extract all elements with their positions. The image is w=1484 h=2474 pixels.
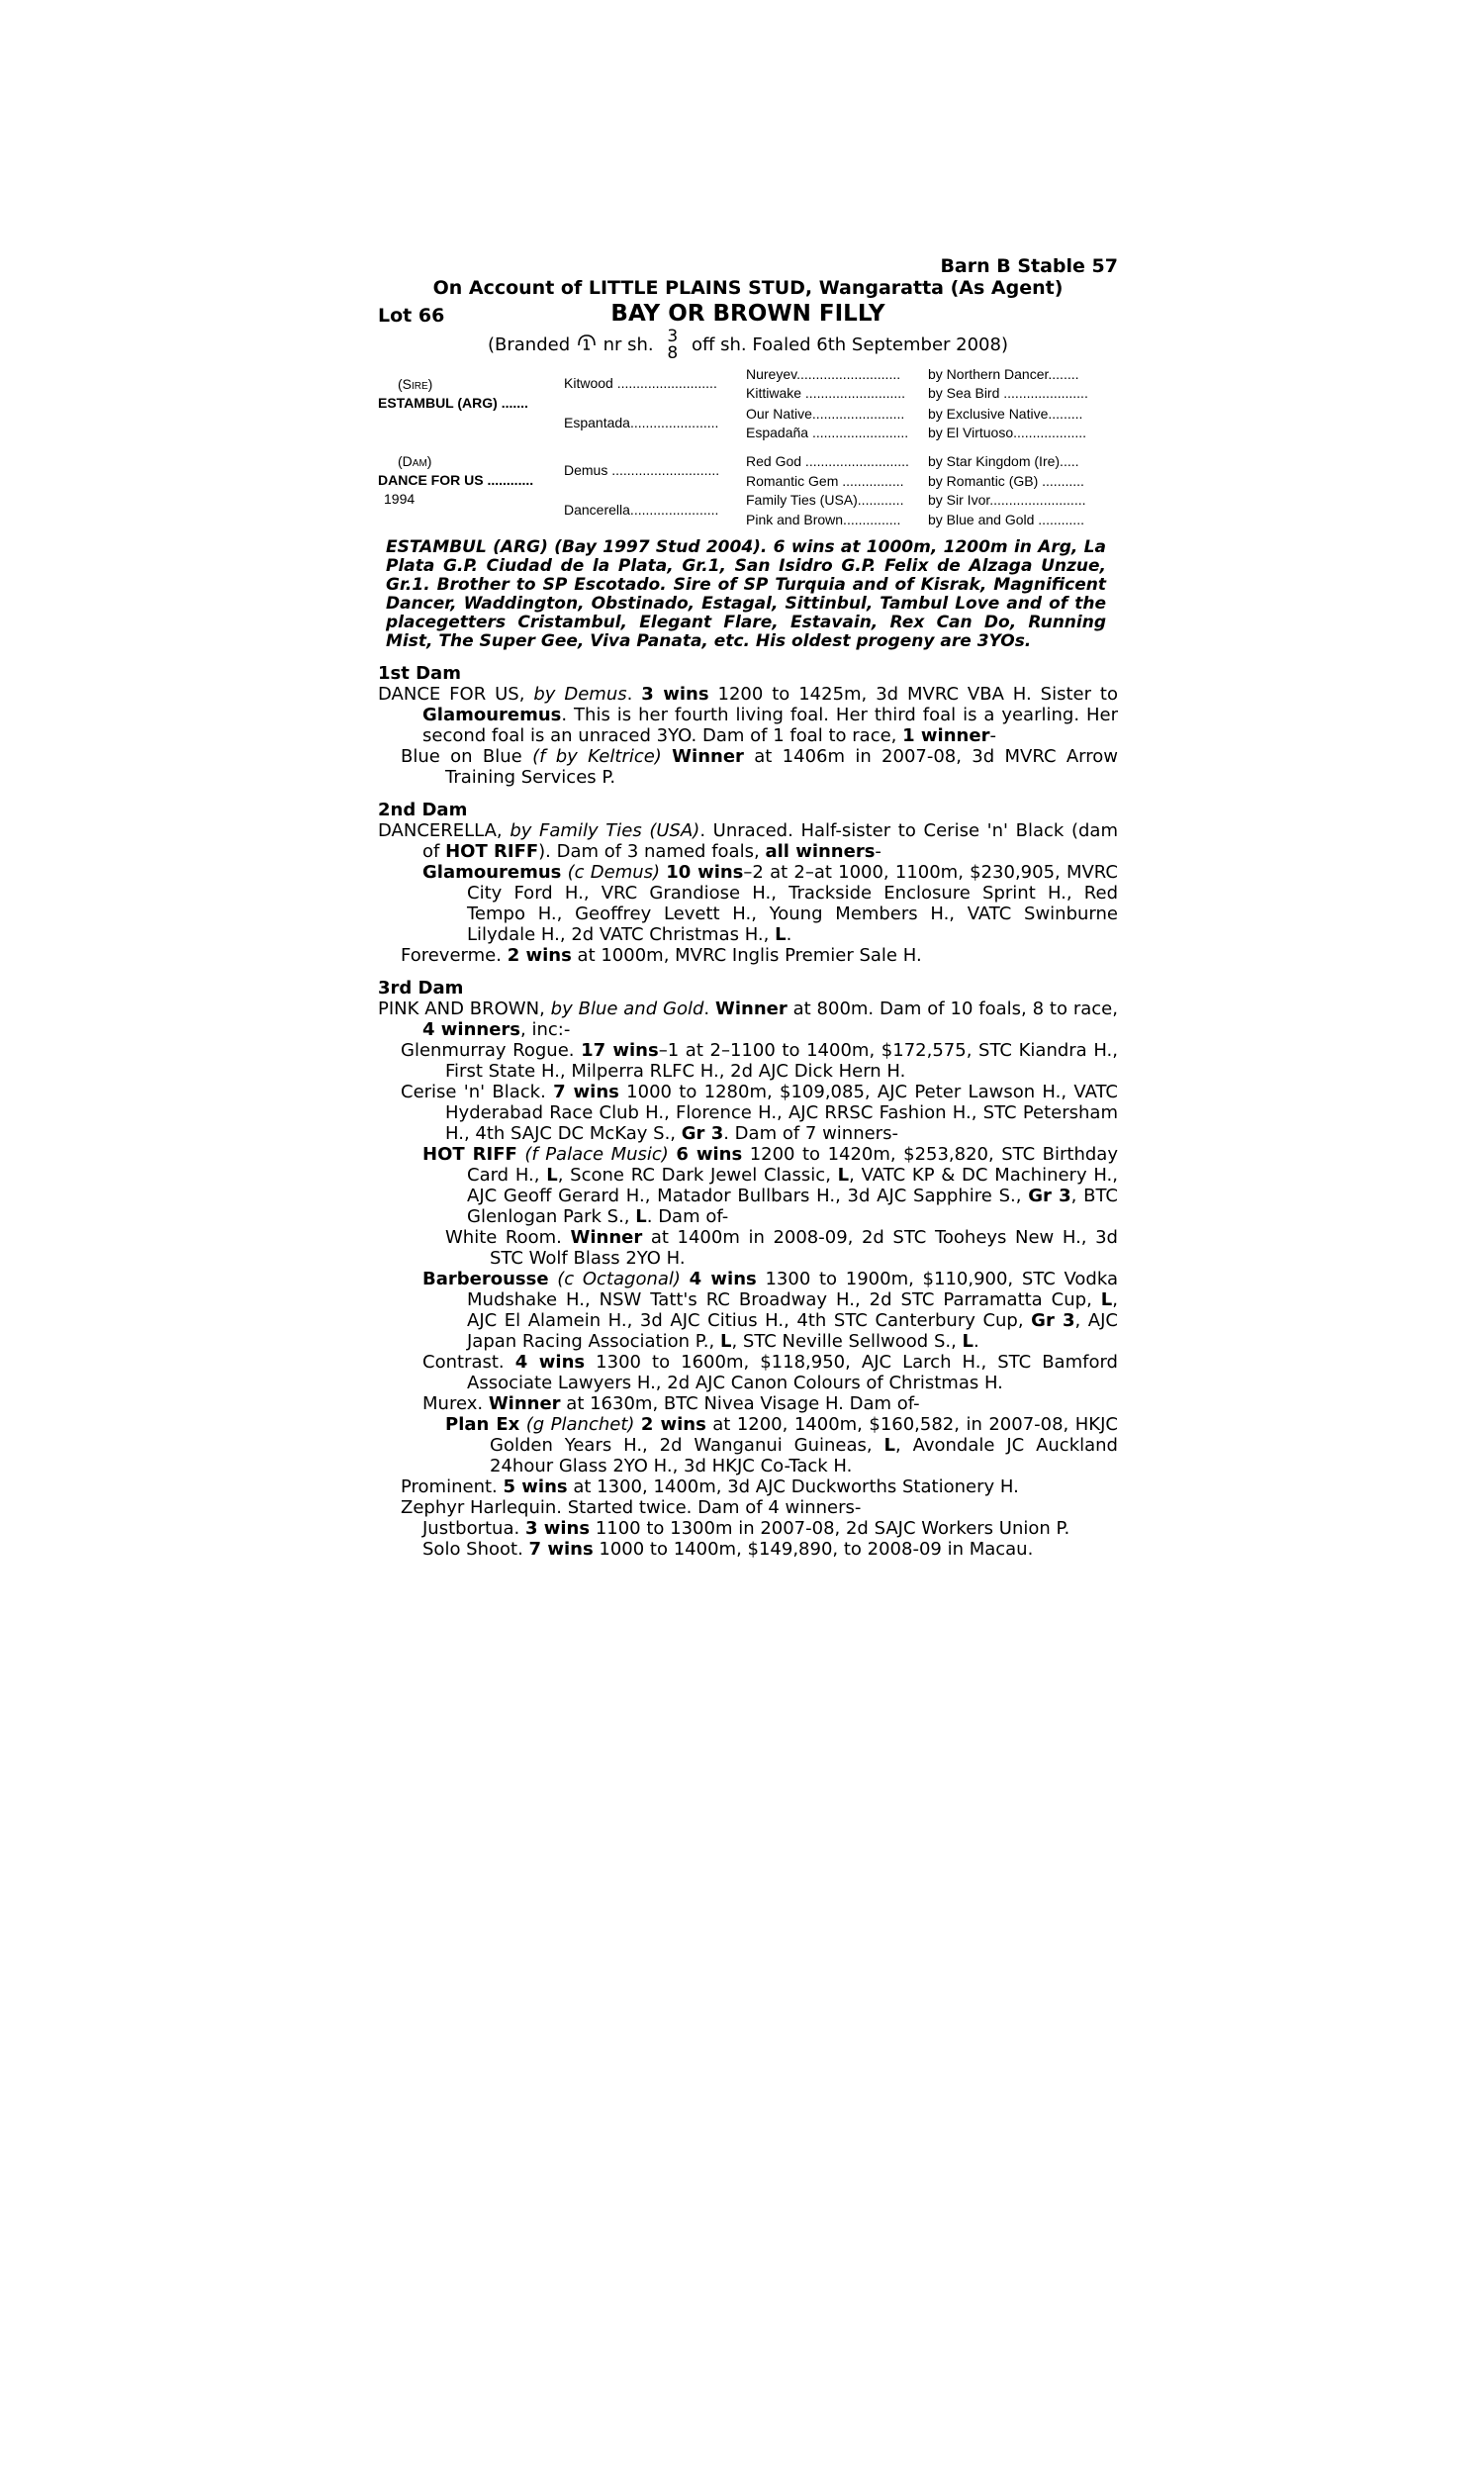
gg-4: Espadaña ......................... [746, 425, 909, 440]
text: Justbortua. [422, 1518, 520, 1539]
gg-3: Our Native........................ [746, 406, 905, 422]
text: , inc:- [520, 1019, 571, 1040]
text: 1000 to 1280m, $109,085, AJC Peter Lawson H., VATC Hyderabad Race Club H., Florence H., AJC RRSC Fashion H., STC Petersham H., 4th SAJC DC McKay S., [445, 1082, 1118, 1144]
catalogue-page [378, 255, 1118, 1560]
text: 6 wins [676, 1144, 743, 1165]
text: Solo Shoot. [422, 1539, 523, 1560]
dam-year: 1994 [384, 491, 416, 507]
brand-position: nr sh. [603, 334, 654, 355]
text: . Unraced. Half-sister to Cerise 'n' Black (dam of [422, 820, 1118, 862]
text: Glamouremus [422, 705, 562, 725]
text: 1200 to 1425m, 3d MVRC VBA H. Sister to [717, 684, 1118, 705]
text: PINK AND BROWN, [378, 999, 545, 1019]
text: 4 wins [689, 1269, 757, 1289]
dam-sire: Demus ............................ [564, 462, 720, 478]
text: L [546, 1165, 558, 1186]
text: . [974, 1331, 979, 1352]
gg-7: Family Ties (USA)............ [746, 492, 904, 508]
gg-1: Nureyev........................... [746, 366, 901, 382]
sire-sire: Kitwood .......................... [564, 375, 717, 391]
text: 17 wins [581, 1040, 659, 1061]
progeny-hot-riff [378, 1144, 1118, 1227]
progeny-cerise-n-black [378, 1082, 1118, 1144]
progeny-foreverme [378, 945, 1118, 966]
pedigree-table [378, 364, 1118, 530]
text: , Scone RC Dark Jewel Classic, [557, 1165, 831, 1186]
text: . Dam of- [646, 1206, 729, 1227]
text: 1000 to 1400m, $149,890, to 2008-09 in Macau. [599, 1539, 1034, 1560]
third-dam-paragraph [378, 999, 1118, 1040]
text: 5 wins [503, 1476, 568, 1497]
text: all winners [765, 841, 876, 862]
dam-name: DANCE FOR US ............ [378, 472, 534, 488]
vendor-account: On Account of LITTLE PLAINS STUD, Wangaratta (As Agent) [432, 277, 1064, 299]
third-dam-heading: 3rd Dam [378, 978, 464, 999]
text: L [719, 1331, 732, 1352]
sire-name: ESTAMBUL (ARG) ....... [378, 395, 528, 411]
text: Barberousse [422, 1269, 549, 1289]
text: at 1200, 1400m, $160,582, in 2007-08, HKJC Golden Years H., 2d Wanganui Guineas, [490, 1414, 1118, 1456]
text: HOT RIFF [445, 841, 539, 862]
text: Cerise 'n' Black. [401, 1082, 546, 1102]
text: 4 winners [422, 1019, 521, 1040]
text: (g Planchet) [525, 1414, 635, 1435]
text: Murex. [422, 1393, 484, 1414]
text: , VATC KP & DC Machinery H., AJC Geoff Gerard H., Matador Bullbars H., 3d AJC Sapphire S., [467, 1165, 1118, 1206]
text: , AJC Japan Racing Association P., [467, 1310, 1118, 1352]
text: L [635, 1206, 647, 1227]
text: L [883, 1435, 895, 1456]
fraction-numerator: 3 [667, 327, 679, 346]
progeny-murex [378, 1393, 1118, 1414]
text: - [875, 841, 881, 862]
text: White Room. [445, 1227, 562, 1248]
by-8: by Blue and Gold ............ [928, 512, 1084, 527]
text: - [989, 725, 996, 746]
progeny-barberousse [378, 1269, 1118, 1352]
dam-label: (Dam) [398, 453, 432, 469]
sire-dam: Espantada....................... [564, 415, 719, 430]
gg-5: Red God ........................... [746, 453, 909, 469]
text: L [837, 1165, 850, 1186]
first-dam-paragraph [378, 684, 1118, 746]
text: 4 wins [514, 1352, 586, 1373]
text: (c Demus) [567, 862, 661, 883]
text: at 1406m in 2007-08, 3d MVRC Arrow Training Services P. [445, 746, 1118, 788]
lot-line [378, 301, 1118, 329]
by-7: by Sir Ivor......................... [928, 492, 1086, 508]
brand-fraction [667, 329, 678, 362]
by-6: by Romantic (GB) ........... [928, 473, 1084, 489]
text: DANCE FOR US, [378, 684, 525, 705]
text: by Demus [533, 684, 627, 705]
text: Winner [672, 746, 744, 767]
first-dam-heading: 1st Dam [378, 663, 461, 684]
text: . Dam of 7 winners- [723, 1123, 898, 1144]
sire-summary: ESTAMBUL (ARG) (Bay 1997 Stud 2004). 6 wins at 1000m, 1200m in Arg, La Plata G.P. Ciudad de la Plata, Gr.1, San Isidro G.P. Felix de Alzaga Unzue, Gr.1. Brother to SP Escotado. Sire of SP Turquia and of Kisrak, Magnificent Dancer, Waddington, Obstinado, Estagal, Sittinbul, Tambul Love and of the placegetters Cristambul, Elegant Flare, Estavain, Rex Can Do, Running Mist, The Super Gee, Viva Panata, etc. His oldest progeny are 3YOs. [386, 537, 1106, 651]
text: (f by Keltrice) [532, 746, 662, 767]
text: Winner [570, 1227, 643, 1248]
lot-number: Lot 66 [378, 305, 445, 327]
text: 1100 to 1300m in 2007-08, 2d SAJC Workers Union P. [595, 1518, 1070, 1539]
text: at 1630m, BTC Nivea Visage H. Dam of- [566, 1393, 920, 1414]
text: 3 wins [641, 684, 709, 705]
gg-8: Pink and Brown............... [746, 512, 901, 527]
text: 7 wins [528, 1539, 594, 1560]
gg-6: Romantic Gem ................ [746, 473, 904, 489]
text: L [962, 1331, 974, 1352]
text: 2 wins [507, 945, 572, 966]
text: HOT RIFF [422, 1144, 517, 1165]
text: , Avondale JC Auckland 24hour Glass 2YO H., 3d HKJC Co-Tack H. [490, 1435, 1118, 1476]
text: at 800m. Dam of 10 foals, 8 to race, [792, 999, 1118, 1019]
text: 3 wins [524, 1518, 591, 1539]
text: at 1000m, MVRC Inglis Premier Sale H. [577, 945, 922, 966]
text: . This is her fourth living foal. Her third foal is a yearling. Her second foal is an unraced 3YO. Dam of 1 foal to race, [422, 705, 1118, 746]
progeny-prominent [378, 1476, 1118, 1497]
text: 1200 to 1420m, $253,820, STC Birthday Card H., [467, 1144, 1118, 1186]
text: Winner [488, 1393, 561, 1414]
text: 7 wins [553, 1082, 619, 1102]
text: Blue on Blue [401, 746, 522, 767]
second-dam-heading: 2nd Dam [378, 800, 468, 820]
text: , STC Neville Sellwood S., [731, 1331, 957, 1352]
barn-stable: Barn B Stable 57 [940, 255, 1118, 277]
text: at 1400m in 2008-09, 2d STC Tooheys New H., 3d STC Wolf Blass 2YO H. [490, 1227, 1118, 1269]
horse-description: BAY OR BROWN FILLY [610, 301, 885, 327]
progeny-blue-on-blue [378, 746, 1118, 788]
text: ). Dam of 3 named foals, [538, 841, 760, 862]
text: at 1300, 1400m, 3d AJC Duckworths Stationery H. [573, 1476, 1019, 1497]
text: Foreverme. [401, 945, 502, 966]
text: Prominent. [401, 1476, 498, 1497]
text: . [786, 924, 792, 945]
text: Plan Ex [445, 1414, 520, 1435]
dam-dam: Dancerella....................... [564, 502, 719, 518]
text: 1300 to 1900m, $110,900, STC Vodka Mudshake H., NSW Tatt's RC Broadway H., 2d STC Parramatta Cup, [467, 1269, 1118, 1310]
foaling-date: off sh. Foaled 6th September 2008) [691, 334, 1008, 355]
progeny-zephyr-harlequin: Zephyr Harlequin. Started twice. Dam of 4 winners- [401, 1497, 862, 1518]
text: –1 at 2–1100 to 1400m, $172,575, STC Kiandra H., First State H., Milperra RLFC H., 2d AJC Dick Hern H. [445, 1040, 1118, 1082]
by-5: by Star Kingdom (Ire)..... [928, 453, 1079, 469]
progeny-white-room [378, 1227, 1118, 1269]
brand-line [378, 327, 1118, 363]
progeny-glamouremus [378, 862, 1118, 945]
text: . [626, 684, 633, 705]
text: Contrast. [422, 1352, 505, 1373]
by-1: by Northern Dancer........ [928, 366, 1079, 382]
text: , AJC El Alamein H., 3d AJC Citius H., 4th STC Canterbury Cup, [467, 1289, 1118, 1331]
text: by Family Ties (USA) [510, 820, 700, 841]
text: , BTC Glenlogan Park S., [467, 1186, 1118, 1227]
text: Gr 3 [1031, 1310, 1075, 1331]
text: 1300 to 1600m, $118,950, AJC Larch H., STC Bamford Associate Lawyers H., 2d AJC Canon Colours of Christmas H. [467, 1352, 1118, 1393]
text: Gr 3 [1028, 1186, 1071, 1206]
by-3: by Exclusive Native......... [928, 406, 1083, 422]
text: (c Octagonal) [557, 1269, 681, 1289]
text: 1 winner [902, 725, 990, 746]
text: Glamouremus [422, 862, 562, 883]
text: DANCERELLA, [378, 820, 503, 841]
text: 10 wins [666, 862, 744, 883]
brand-mark-icon [576, 332, 598, 359]
text: L [1100, 1289, 1113, 1310]
text: Gr 3 [681, 1123, 724, 1144]
second-dam-paragraph [378, 820, 1118, 862]
progeny-glenmurray-rogue [378, 1040, 1118, 1082]
by-2: by Sea Bird ...................... [928, 385, 1088, 401]
text: Glenmurray Rogue. [401, 1040, 575, 1061]
progeny-contrast [378, 1352, 1118, 1393]
progeny-plan-ex [378, 1414, 1118, 1476]
text: . [703, 999, 710, 1019]
text: –2 at 2–at 1000, 1100m, $230,905, MVRC City Ford H., VRC Grandiose H., Trackside Enclosure Sprint H., Red Tempo H., Geoffrey Levett H., Young Members H., VATC Swinburne Lilydale H., 2d VATC Christmas H., [467, 862, 1118, 945]
gg-2: Kittiwake .......................... [746, 385, 906, 401]
text: L [775, 924, 787, 945]
sire-label: (Sire) [398, 376, 433, 392]
text: (f Palace Music) [524, 1144, 669, 1165]
brand-prefix: (Branded [488, 334, 571, 355]
text: Winner [714, 999, 788, 1019]
progeny-solo-shoot [378, 1539, 1118, 1560]
progeny-justbortua [378, 1518, 1118, 1539]
text: 2 wins [640, 1414, 706, 1435]
by-4: by El Virtuoso................... [928, 425, 1087, 440]
fraction-denominator: 8 [667, 343, 679, 363]
text: by Blue and Gold [550, 999, 704, 1019]
